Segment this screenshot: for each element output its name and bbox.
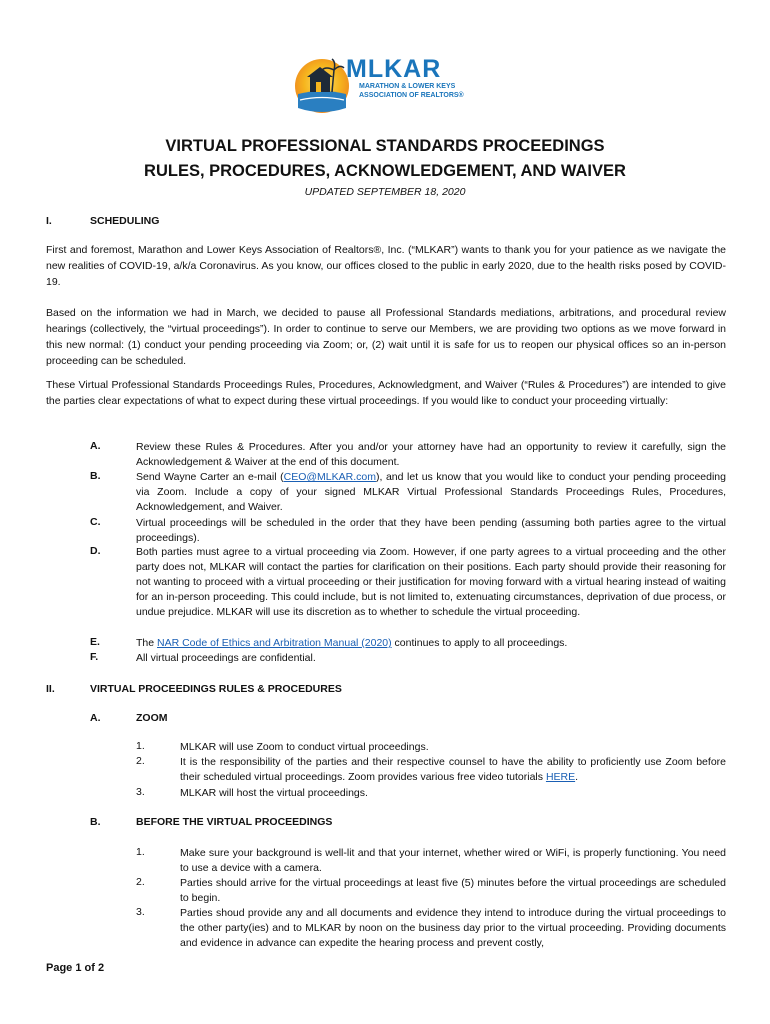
before-item-1-text: Make sure your background is well-lit and that your internet, whether wired or WiFi, is properly functioning. You need to use a device with a camera. [180, 847, 726, 874]
logo-line2: ASSOCIATION OF REALTORS® [359, 92, 464, 99]
item-b-pre: Send Wayne Carter an e-mail ( [136, 471, 284, 483]
zoom-item-2-num: 2. [136, 755, 145, 767]
updated-date: UPDATED SEPTEMBER 18, 2020 [304, 186, 466, 198]
item-b-text [136, 470, 726, 515]
item-b-label: B. [90, 470, 101, 482]
paragraph-3: These Virtual Professional Standards Proceedings Rules, Procedures, Acknowledgment, and Waiver (“Rules & Procedures”) are intended to give the parties clear expectations of what to expect during these virtual proceedings. If you would like to conduct your proceeding virtually: [46, 379, 726, 407]
zoom-item-3-num: 3. [136, 786, 145, 798]
item-e-post: continues to apply to all proceedings. [391, 637, 568, 649]
zoom-item-2-post: . [575, 771, 579, 783]
item-e-text [136, 636, 726, 651]
sun-house-logo-icon [292, 50, 352, 124]
item-d-label: D. [90, 545, 101, 557]
zoom-item-1-text: MLKAR will use Zoom to conduct virtual proceedings. [180, 741, 429, 753]
before-item-2-text: Parties should arrive for the virtual proceedings at least five (5) minutes before the virtual proceedings are scheduled to begin. [180, 877, 726, 904]
item-e-pre: The [136, 637, 158, 649]
item-c-label: C. [90, 516, 101, 528]
page-number: Page 1 of 2 [46, 962, 105, 974]
subsection-a-label: A. [90, 712, 101, 724]
item-a-text: Review these Rules & Procedures. After you and/or your attorney have had an opportunity to review it carefully, sign the Acknowledgement & Waiver at the end of this document. [136, 441, 726, 468]
page-title-line2: RULES, PROCEDURES, ACKNOWLEDGEMENT, AND WAIVER [144, 162, 626, 180]
before-item-3-text: Parties shoud provide any and all documents and evidence they intend to introduce during the virtual proceedings to the other party(ies) and to MLKAR by noon on the business day prior to the virtual proceeding. Providing documents and evidence in advance can expedite the hearing process and prevent costly, [180, 907, 726, 949]
section-1-number: I. [46, 215, 52, 227]
subsection-b-label: B. [90, 816, 101, 828]
section-1-title: SCHEDULING [90, 215, 160, 227]
nar-code-link[interactable]: NAR Code of Ethics and Arbitration Manual (2020) [157, 637, 392, 649]
before-item-2-num: 2. [136, 876, 145, 888]
item-f-label: F. [90, 651, 99, 663]
before-item-3-num: 3. [136, 906, 145, 918]
logo-line1: MARATHON & LOWER KEYS [359, 83, 456, 90]
section-2-title: VIRTUAL PROCEEDINGS RULES & PROCEDURES [90, 683, 342, 695]
item-b-post: ), and let us know that you would like to conduct your pending proceeding via Zoom. Include a copy of your signed MLKAR Virtual Professional Standards Proceedings Rules, Procedures, Acknowledgement, and Waiver. [136, 471, 726, 513]
ceo-email-link[interactable]: CEO@MLKAR.com [283, 471, 376, 483]
logo-name: MLKAR [346, 55, 442, 83]
paragraph-2: Based on the information we had in March, we decided to pause all Professional Standards mediations, arbitrations, and procedural review hearings (collectively, the “virtual proceedings”). In order to continue to serve our Members, we are providing two options as we move forward in this new normal: (1) conduct your pending proceeding via Zoom; or, (2) wait until it is safe for us to reopen our physical offices so an in-person proceeding can be scheduled. [46, 307, 726, 367]
item-d-text: Both parties must agree to a virtual proceeding via Zoom. However, if one party agrees to a virtual proceeding and the other party does not, MLKAR will contact the parties for clarification on their positions. Each party should provide their reasoning for not wanting to proceed with a virtual proceeding or their justification for moving forward with a virtual hearing instead of waiting for an in-person proceeding. This could include, but is not limited to, extenuating circumstances, deprivation of due process, or undue prejudice. MLKAR will use its discretion as to whether to schedule the virtual proceeding. [136, 546, 726, 618]
zoom-item-1-num: 1. [136, 740, 145, 752]
item-a-label: A. [90, 440, 101, 452]
zoom-tutorials-link[interactable]: HERE [545, 771, 576, 783]
subsection-a-title: ZOOM [136, 712, 168, 724]
section-2-number: II. [46, 683, 55, 695]
item-e-label: E. [90, 636, 100, 648]
paragraph-1: First and foremost, Marathon and Lower Keys Association of Realtors®, Inc. (“MLKAR”) wants to thank you for your patience as we navigate the new realities of COVID-19, a/k/a Coronavirus. As you know, our offices closed to the public in early 2020, due to the health risks posed by COVID-19. [46, 244, 726, 288]
subsection-b-title: BEFORE THE VIRTUAL PROCEEDINGS [136, 816, 333, 828]
zoom-item-3-text: MLKAR will host the virtual proceedings. [180, 787, 368, 799]
item-c-text: Virtual proceedings will be scheduled in the order that they have been pending (assuming both parties agree to the virtual proceedings). [136, 517, 726, 544]
item-f-text: All virtual proceedings are confidential. [136, 652, 316, 664]
page-title-line1: VIRTUAL PROFESSIONAL STANDARDS PROCEEDINGS [165, 137, 605, 155]
before-item-1-num: 1. [136, 846, 145, 858]
zoom-item-2-text [180, 755, 726, 785]
zoom-item-2-pre: It is the responsibility of the parties and their respective counsel to have the ability to proficiently use Zoom before their scheduled virtual proceedings. Zoom provides various free video tutorials [180, 756, 726, 783]
logo-text [346, 56, 464, 100]
